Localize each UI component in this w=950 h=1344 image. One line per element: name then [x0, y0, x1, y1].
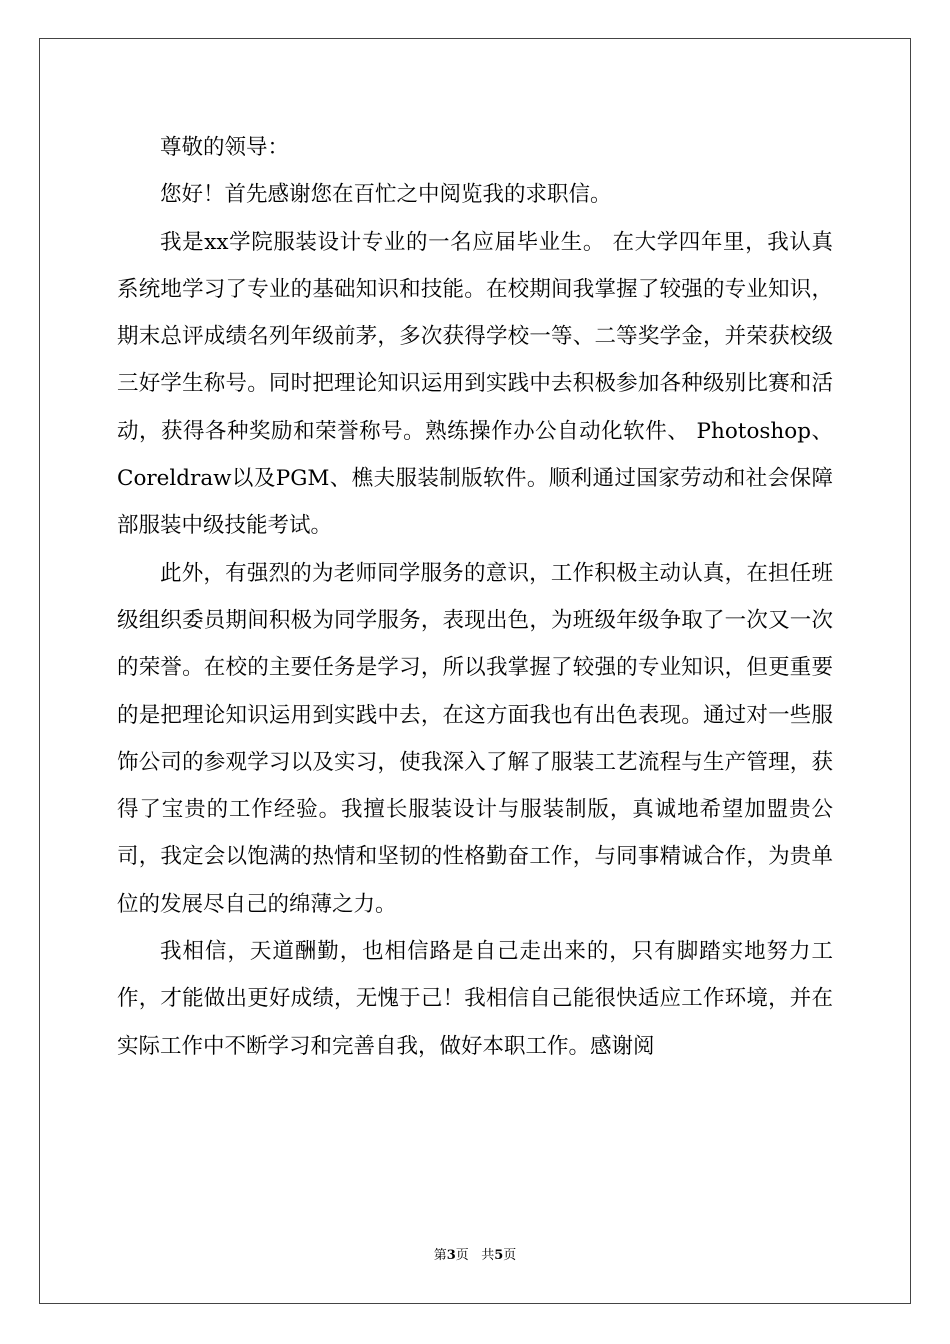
- current-page-number: 3: [446, 1248, 456, 1263]
- paragraph-closing: 我相信，天道酬勤，也相信路是自己走出来的，只有脚踏实地努力工作，才能做出更好成绩，无愧于己！我相信自己能很快适应工作环境，并在实际工作中不断学习和完善自我，做好本职工作。感谢阅: [117, 939, 833, 1059]
- footer-page-suffix: 页: [455, 1248, 469, 1263]
- footer-total-suffix: 页: [503, 1248, 517, 1263]
- salutation: 尊敬的领导：: [160, 135, 290, 160]
- footer-prefix: 第: [433, 1248, 447, 1263]
- paragraph-experience: 此外，有强烈的为老师同学服务的意识，工作积极主动认真，在担任班级组织委员期间积极为同学服务，表现出色，为班级年级争取了一次又一次的荣誉。在校的主要任务是学习，所以我掌握了较强的专业知识，但更重要的是把理论知识运用到实践中去，在这方面我也有出色表现。通过对一些服饰公司的参观学习以及实习，使我深入了解了服装工艺流程与生产管理，获得了宝贵的工作经验。我擅长服装设计与服装制版，真诚地希望加盟贵公司，我定会以饱满的热情和坚韧的性格勤奋工作，与同事精诚合作，为贵单位的发展尽自己的绵薄之力。: [117, 560, 833, 917]
- footer-total-prefix: 共: [481, 1248, 495, 1263]
- total-page-number: 5: [494, 1248, 504, 1263]
- paragraph-greeting: 您好！首先感谢您在百忙之中阅览我的求职信。: [160, 182, 612, 208]
- page-footer: [0, 1247, 950, 1265]
- paragraph-education: 我是xx学院服装设计专业的一名应届毕业生。 在大学四年里，我认真系统地学习了专业的基础知识和技能。在校期间我掌握了较强的专业知识，期末总评成绩名列年级前茅，多次获得学校一等、二等奖学金，并荣获校级三好学生称号。同时把理论知识运用到实践中去积极参加各种级别比赛和活动，获得各种奖励和荣誉称号。熟练操作办公自动化软件、 Photoshop、Coreldraw以及PGM、樵夫服装制版软件。顺利通过国家劳动和社会保障部服装中级技能考试。: [117, 229, 833, 539]
- letter-body: [117, 124, 833, 1070]
